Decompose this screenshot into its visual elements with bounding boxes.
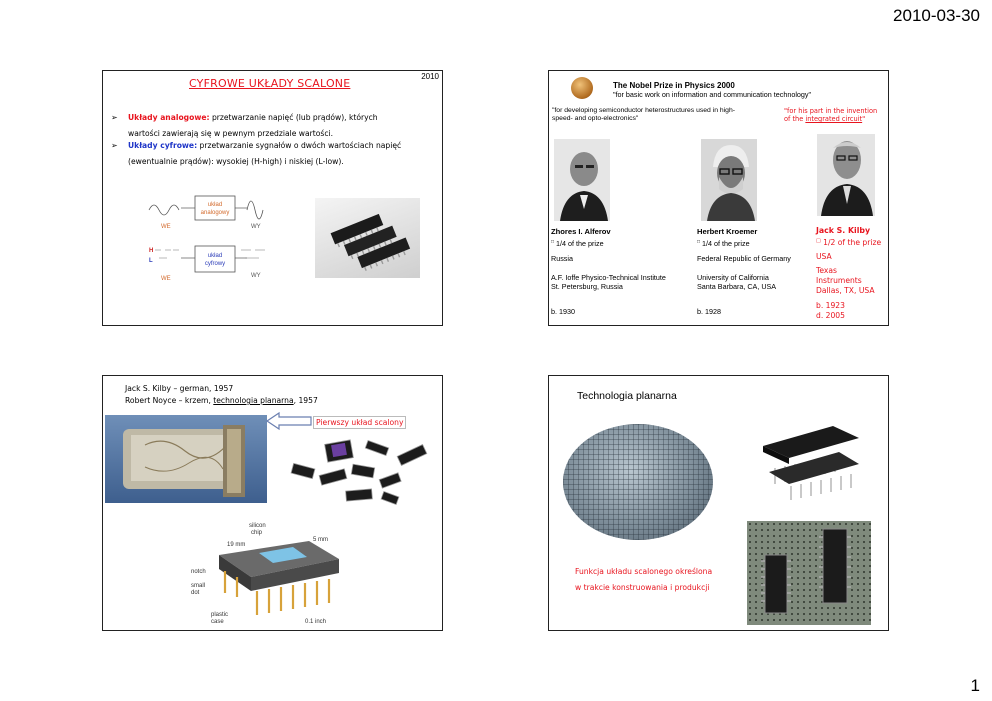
chip-label: chip [251,530,263,536]
slide-digital-ics [102,70,443,326]
alferov-portrait [554,139,610,221]
dip-package-diagram [189,521,359,629]
analog-input-label: WE [161,224,171,230]
kilby-portrait [817,134,875,216]
low-label: L [149,258,153,264]
kilby-name: Jack S. Kilby [816,226,871,235]
kroemer-share-text: 1/4 of the prize [702,239,750,248]
bullet-digital-cont: (ewentualnie prądów): wysokiej (H-high) i niskiej (L-low). [128,157,344,166]
analog-box [195,196,235,220]
bullet-arrow-icon: ➢ [111,141,118,150]
length-label: 19 mm [227,542,246,548]
kilby-affil-3: Dallas, TX, USA [816,286,875,295]
kilby-born: b. 1923 [816,301,845,310]
dot-label: dot [191,590,200,596]
page-date: 2010-03-30 [893,6,980,25]
ic-function-caption [575,564,712,596]
digital-box-label-2: cyfrowy [204,261,226,267]
width-label: 5 mm [313,537,328,543]
alferov-country: Russia [551,254,573,263]
kilby-country: USA [816,252,832,261]
analog-output-label: WY [251,224,261,230]
kilby-died: d. 2005 [816,311,845,320]
kilby-line: Jack S. Kilby – german, 1957 [125,384,234,393]
pin-pitch-label: 0.1 inch [305,619,327,625]
digital-input-label: WE [161,276,171,282]
alferov-share-text: 1/4 of the prize [556,239,604,248]
kroemer-name: Herbert Kroemer [697,227,758,236]
notch-label: notch [191,569,206,575]
noyce-line [125,396,318,405]
kroemer-portrait [701,139,757,221]
small-label: small [191,583,206,589]
kilby-affil-2: Instruments [816,276,862,285]
bullet-digital [111,138,441,170]
planar-technology-link[interactable]: technologia planarna [213,396,294,405]
nobel-medal-icon [571,77,593,99]
dip-chips-photo [315,198,420,278]
bullet-digital-label: Układy cyfrowe: [128,141,198,150]
citation-right [784,107,877,124]
kroemer-share [697,239,750,248]
slide-year: 2010 [421,72,439,81]
alferov-name: Zhores I. Alferov [551,227,611,236]
alferov-affil-2: St. Petersburg, Russia [551,282,623,291]
nobel-subtitle: "for basic work on information and communication technology" [613,90,812,99]
kroemer-affil-1: University of California [697,273,769,282]
kilby-share [816,238,881,247]
bullet-analog-text: przetwarzanie napięć (lub prądów), których [209,113,378,122]
first-ic-photo [105,415,267,503]
citation-right-end: " [862,115,866,124]
analog-box-label-2: analogowy [200,210,230,216]
slide-title: CYFROWE UKŁADY SCALONE [189,77,351,90]
slide-nobel-prize [548,70,889,326]
bullet-arrow-icon: ➢ [111,113,118,122]
kroemer-country: Federal Republic of Germany [697,254,791,263]
kilby-share-text: 1/2 of the prize [823,238,882,247]
citation-right-line1: "for his part in the invention [784,107,878,115]
bullet-analog-cont: wartości zawierają się w pewnym przedziale wartości. [128,129,334,138]
alferov-affil-1: A.F. Ioffe Physico-Technical Institute [551,273,666,282]
chips-on-board-photo [747,521,871,625]
dip-exploded-photo [755,416,869,504]
kilby-affil-1: Texas [816,266,837,275]
bullet-analog-label: Układy analogowe: [128,113,210,122]
page-number: 1 [970,676,980,695]
noyce-line-a: Robert Noyce – krzem, [125,396,214,405]
analog-digital-diagram [145,186,273,286]
noyce-line-b: , 1957 [293,396,318,405]
slide-title: Technologia planarna [577,390,677,402]
citation-left: "for developing semiconductor heterostructures used in high-speed- and opto-electronics" [552,107,736,123]
integrated-circuit-link[interactable]: integrated circuit [805,115,863,124]
silicon-wafer-photo [563,424,713,540]
plastic-label: plastic [211,612,229,618]
slide-planar-technology [548,375,889,631]
prize-share-icon: □ [816,238,821,244]
slide-first-ic [102,375,443,631]
alferov-born: b. 1930 [551,307,575,316]
kroemer-affil-2: Santa Barbara, CA, USA [697,282,777,291]
kilby-dates [816,301,845,321]
assorted-chips-photo [286,436,436,516]
silicon-label: silicon [249,523,266,529]
left-arrow-icon [265,411,313,431]
prize-share-icon: □ [551,239,555,245]
kroemer-born: b. 1928 [697,307,721,316]
case-label: case [211,619,224,625]
ic-function-caption-1: Funkcja układu scalonego określona [575,567,713,576]
digital-output-label: WY [251,273,261,279]
bullet-digital-text: przetwarzanie sygnałów o dwóch wartościach napięć [197,141,402,150]
citation-right-line2: of the [784,115,806,124]
first-ic-label: Pierwszy układ scalony [313,416,406,429]
prize-share-icon: □ [697,239,701,245]
high-label: H [149,248,154,254]
nobel-title: The Nobel Prize in Physics 2000 [613,81,735,90]
ic-function-caption-2: w trakcie konstruowania i produkcji [575,583,710,592]
digital-box-label-1: układ [207,253,223,259]
alferov-share [551,239,604,248]
analog-box-label-1: układ [207,202,223,208]
digital-box [195,246,235,272]
kilby-affil [816,266,875,296]
